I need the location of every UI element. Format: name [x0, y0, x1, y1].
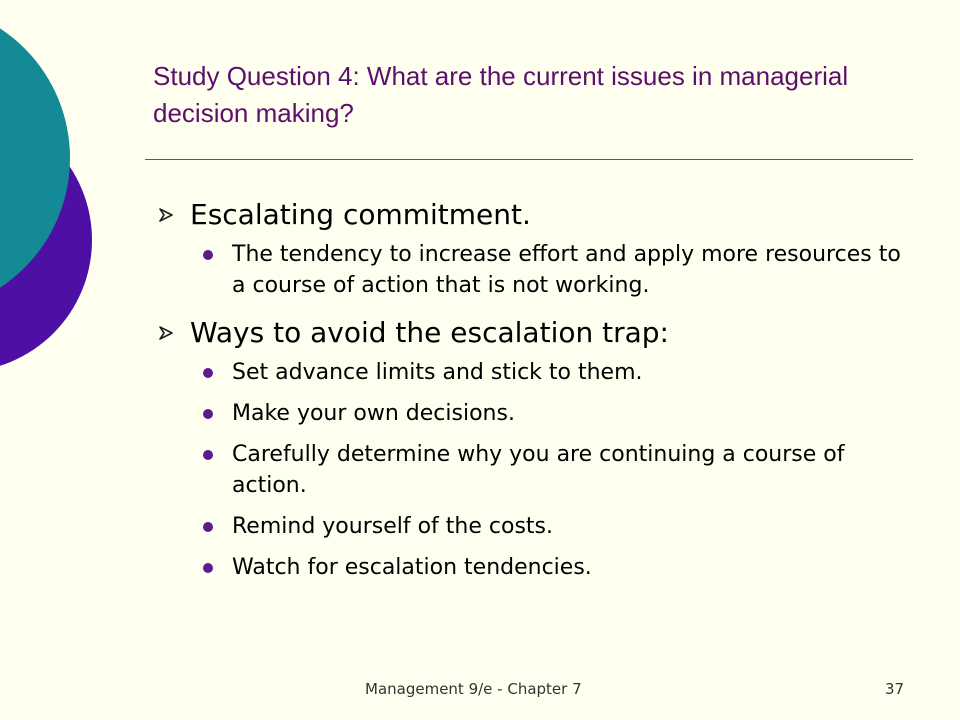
heading-bullet: [150, 314, 910, 352]
sub-bullet: [150, 511, 910, 542]
dot-icon: [203, 409, 213, 419]
dot-icon: [203, 522, 213, 532]
sub-bullet-text: The tendency to increase effort and apply more resources to a course of action that is not working.: [232, 242, 901, 298]
sub-bullet: [150, 357, 910, 388]
sub-bullet: [150, 239, 910, 301]
sub-bullet-text: Set advance limits and stick to them.: [232, 360, 643, 385]
sub-bullet: [150, 439, 910, 501]
dot-icon: [203, 250, 213, 260]
sub-bullet: [150, 398, 910, 429]
dot-icon: [203, 450, 213, 460]
arrowhead-icon: [158, 325, 174, 341]
slide-title: Study Question 4: What are the current issues in managerial decision making?: [153, 61, 849, 128]
sub-bullet-text: Watch for escalation tendencies.: [232, 555, 592, 580]
slide-content: [150, 196, 910, 593]
dot-icon: [203, 563, 213, 573]
sub-bullet-text: Make your own decisions.: [232, 401, 515, 426]
sub-bullet: [150, 552, 910, 583]
sub-bullet-text: Remind yourself of the costs.: [232, 514, 553, 539]
title-divider: [145, 159, 913, 160]
decorative-circles: [0, 0, 110, 400]
arrowhead-icon: [158, 207, 174, 223]
sub-bullet-text: Carefully determine why you are continuing a course of action.: [232, 442, 845, 498]
slide-footer: Management 9/e - Chapter 7: [365, 680, 582, 698]
heading-text: Escalating commitment.: [190, 198, 531, 231]
heading-text: Ways to avoid the escalation trap:: [190, 316, 669, 349]
page-number: 37: [885, 680, 905, 698]
heading-bullet: [150, 196, 910, 234]
dot-icon: [203, 368, 213, 378]
